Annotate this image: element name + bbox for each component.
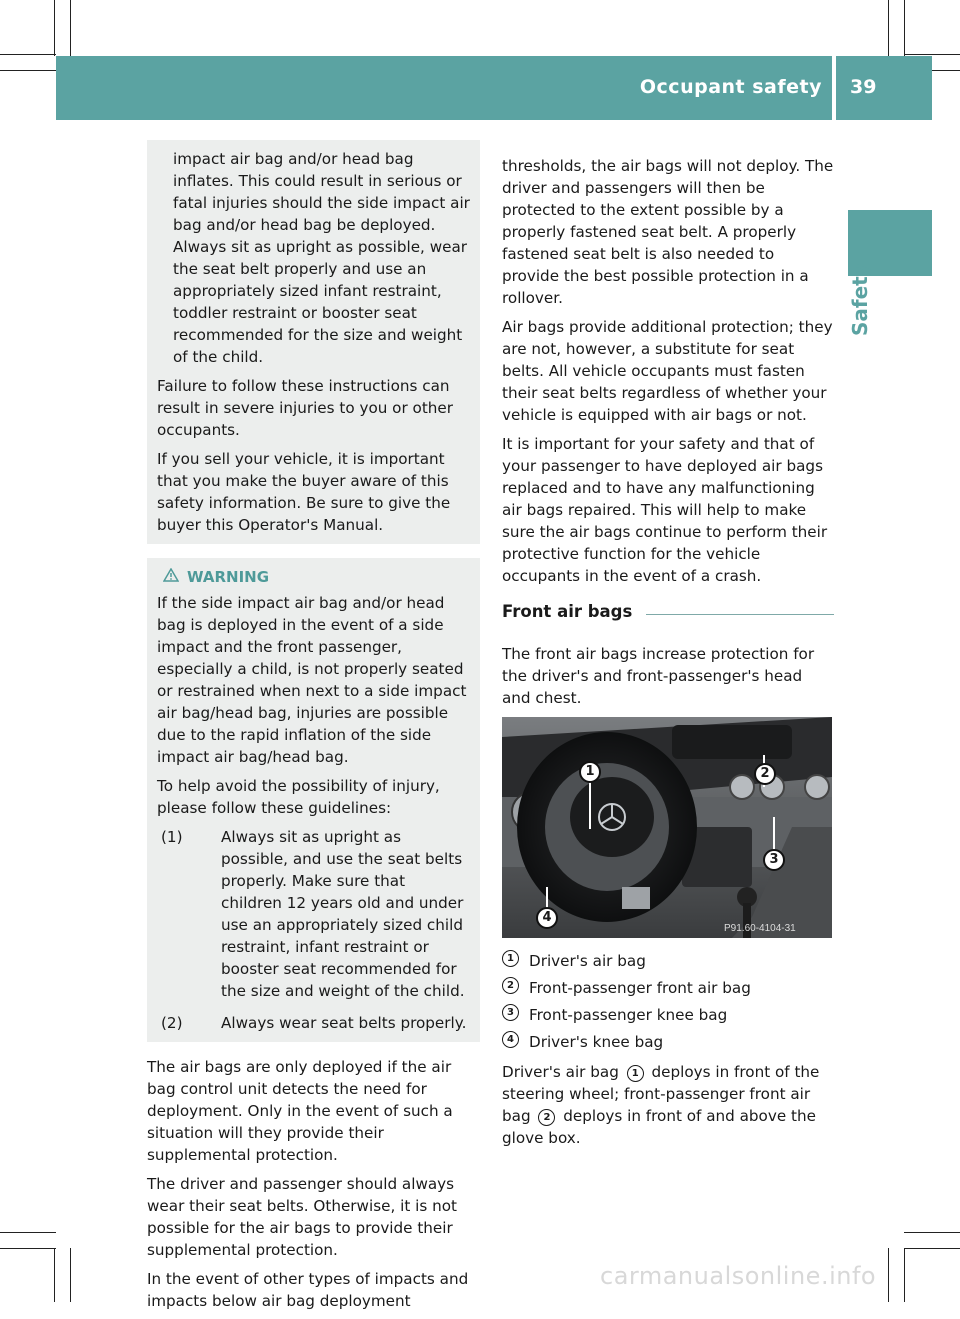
dashboard-photo [502,717,832,938]
closing-text: deploys in front of and above the glove box. [502,1107,816,1147]
legend-text: Driver's knee bag [529,1033,664,1051]
crop-mark [0,54,56,55]
body-paragraph: The driver and passenger should always wear their seat belts. Otherwise, it is not possible for the air bags to provide their supplemental protection. [147,1175,457,1259]
crop-mark [904,1248,905,1302]
legend-item [502,1031,834,1053]
continued-warning-box [147,140,480,544]
closing-text: Driver's air bag [502,1063,619,1081]
figure-code: P91.60-4104-31 [724,923,796,934]
box-paragraph: If you sell your vehicle, it is important that you make the buyer aware of this safety information. Be sure to give the buyer this Operator's Manual. [157,450,451,534]
legend-number: 1 [502,950,519,967]
legend-item [502,1004,834,1026]
side-tab-label: Safety [848,263,872,336]
page-header [56,56,932,120]
warning-box [147,558,480,1042]
watermark: carmanualsonline.info [600,1262,877,1290]
box-text: impact air bag and/or head bag inflates. This could result in serious or fatal injuries should the side impact air bag and/or head bag be deployed. Always sit as upright as possible, wear the seat belt properly and use an appropriately sized infant restraint, toddler restraint or booster seat recommended for the size and weight of the child. [173,150,470,366]
legend-number: 4 [502,1031,519,1048]
closing-paragraph [502,1061,834,1149]
crop-mark [904,1248,960,1249]
warning-heading [157,566,470,588]
warning-paragraph: To help avoid the possibility of injury, please follow these guidelines: [157,777,440,817]
crop-mark [0,1248,56,1249]
crop-mark [0,70,56,71]
closing-text: deploys in front of the steering wheel; front-passenger front air bag [502,1063,820,1125]
section-title: Occupant safety [639,76,822,98]
warning-label: WARNING [187,568,270,586]
body-paragraph: The air bags are only deployed if the air bag control unit detects the need for deployment. Only in the event of such a situation will they provide their supplemental protection. [147,1058,453,1164]
legend-list [502,950,834,1053]
legend-text: Front-passenger front air bag [529,979,751,997]
crop-mark [70,0,71,56]
crop-mark [888,0,889,56]
legend-text: Driver's air bag [529,952,646,970]
list-number: (1) [161,828,183,846]
right-column [502,155,834,1156]
legend-item [502,950,834,972]
header-divider [832,56,836,120]
callout-3 [763,849,785,871]
legend-item [502,977,834,999]
body-paragraph: It is important for your safety and that of your passenger to have deployed air bags replaced and to have any malfunctioning air bags repaired. This will help to make sure the air bags continue to perform their protective function for the vehicle occupants in the event of a crash. [502,435,828,585]
body-paragraph: thresholds, the air bags will not deploy. The driver and passengers will then be protected to the extent possible by a properly fastened seat belt. A properly fastened seat belt is also needed to provide the best possible protection in a rollover. [502,157,834,307]
callout-4 [536,907,558,929]
heading-text: Front air bags [502,602,633,621]
crop-mark [904,54,960,55]
body-paragraph: Air bags provide additional protection; they are not, however, a substitute for seat belts. All vehicle occupants must fasten their seat belts regardless of whether your vehicle is equipped with air bags or not. [502,318,833,424]
dashboard-illustration [502,717,832,938]
callout-number: 1 [585,764,595,779]
callout-number: 4 [542,910,552,925]
crop-mark [54,1248,55,1302]
body-text [147,1056,480,1312]
callout-1 [579,761,601,783]
crop-mark [0,1232,56,1233]
inline-callout: 2 [538,1109,555,1126]
body-paragraph: In the event of other types of impacts and impacts below air bag deployment [147,1270,469,1310]
legend-text: Front-passenger knee bag [529,1006,728,1024]
list-item [157,1012,470,1034]
list-text: Always sit as upright as possible, and use the seat belts properly. Make sure that children 12 years old and under use an appropriately sized child restraint, infant restraint or booster seat recommended for the size and weight of the child. [221,828,465,1000]
crop-mark [54,0,55,56]
crop-mark [904,0,905,56]
section-heading [502,601,834,623]
crop-mark [70,1248,71,1302]
page-number: 39 [850,76,877,98]
callout-2 [754,763,776,785]
legend-number: 3 [502,1004,519,1021]
inline-callout: 1 [627,1065,644,1082]
list-number: (2) [161,1014,183,1032]
crop-mark [904,1232,960,1233]
body-paragraph: The front air bags increase protection for the driver's and front-passenger's head and chest. [502,645,815,707]
callout-number: 3 [769,852,779,867]
legend-number: 2 [502,977,519,994]
heading-rule [646,614,834,615]
box-paragraph: Failure to follow these instructions can result in severe injuries to you or other occupants. [157,377,454,439]
callout-number: 2 [760,766,770,781]
left-column [147,140,480,1319]
warning-triangle-icon [163,566,179,588]
list-item [157,826,470,1002]
crop-mark [888,1248,889,1302]
list-text: Always wear seat belts properly. [221,1014,467,1032]
warning-paragraph: If the side impact air bag and/or head bag is deployed in the event of a side impact and the front passenger, especially a child, is not properly seated or restrained when next to a side impact air bag/head bag, injuries are possible due to the rapid inflation of the side impact air bag/head bag. [157,594,467,766]
